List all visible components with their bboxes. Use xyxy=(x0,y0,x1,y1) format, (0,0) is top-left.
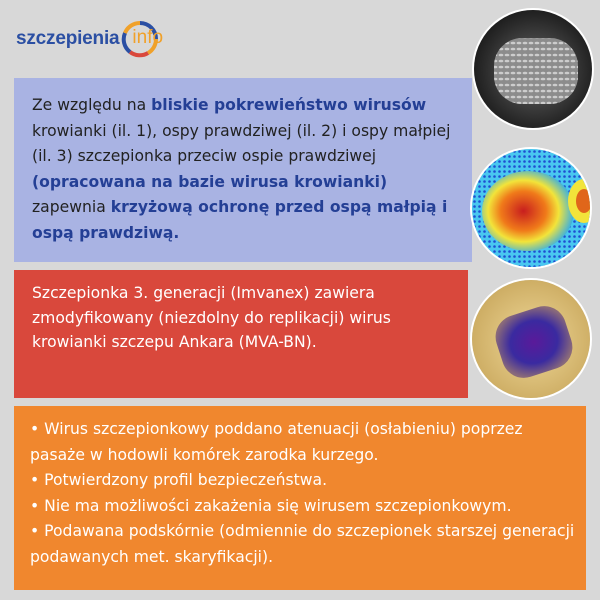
vaccine-description: Szczepionka 3. generacji (Imvanex) zawiera zmodyfikowany (niezdolny do replikacji) wirus krowianki szczepu Ankara (MVA-BN). xyxy=(32,284,391,351)
logo xyxy=(16,14,164,64)
bullet-item xyxy=(30,417,578,468)
bullet-icon: • xyxy=(30,496,40,515)
text-segment: zapewnia xyxy=(32,198,111,216)
logo-text: szczepienia xyxy=(16,28,120,49)
logo-ring-icon xyxy=(120,19,164,59)
text-segment: krowianki (il. 1), ospy prawdziwej (il. 2) i ospy małpiej (il. 3) szczepionka przeciw ospie prawdziwej xyxy=(32,121,451,165)
info-box-vaccine-generation xyxy=(14,270,468,398)
bullet-item xyxy=(30,494,578,520)
micrograph-smallpox-image xyxy=(470,147,592,269)
bullet-text: Wirus szczepionkowy poddano atenuacji (osłabieniu) poprzez pasaże w hodowli komórek zarodka kurzego. xyxy=(30,420,523,464)
info-box-bullets xyxy=(14,406,586,590)
logo-accent-text: info xyxy=(132,27,164,48)
bullet-icon: • xyxy=(30,471,40,489)
micrograph-monkeypox-image xyxy=(470,278,592,400)
text-segment: Ze względu na xyxy=(32,96,152,114)
bullet-icon: • xyxy=(30,420,40,438)
bullet-item xyxy=(30,519,578,570)
bullet-text: Potwierdzony profil bezpieczeństwa. xyxy=(44,471,328,489)
bullet-item xyxy=(30,468,578,494)
micrograph-vaccinia-image xyxy=(472,8,594,130)
text-bold-segment: krzyżową ochronę przed ospą małpią i ospą prawdziwą. xyxy=(32,198,448,242)
text-bold-segment: bliskie pokrewieństwo wirusów xyxy=(151,96,427,114)
bullet-text: Podawana podskórnie (odmiennie do szczepionek starszej generacji podawanych met. skaryfikacji). xyxy=(30,522,575,566)
bullet-text: Nie ma możliwości zakażenia się wirusem szczepionkowym. xyxy=(44,496,512,515)
bullet-icon: • xyxy=(30,522,40,540)
text-bold-segment: (opracowana na bazie wirusa krowianki) xyxy=(32,172,388,191)
info-box-cross-protection xyxy=(14,78,472,262)
